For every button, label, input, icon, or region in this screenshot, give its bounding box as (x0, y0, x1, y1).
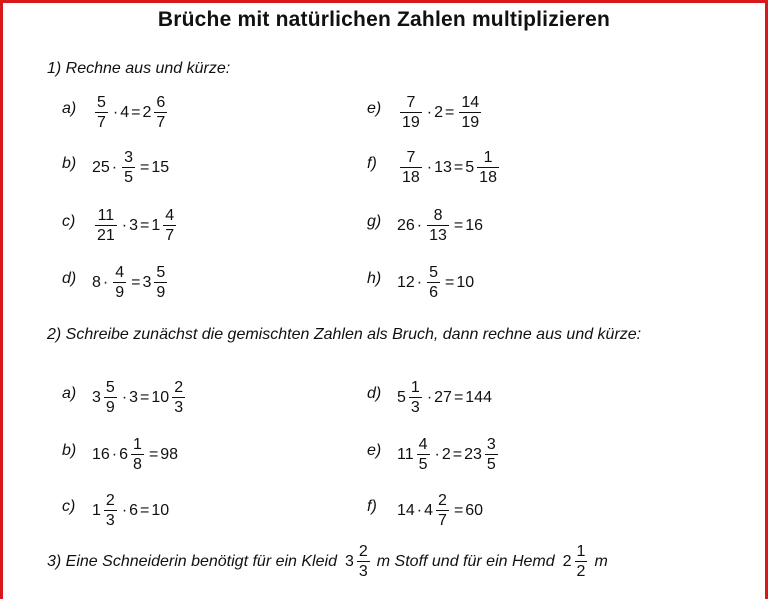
fraction (436, 491, 449, 530)
fraction (154, 263, 167, 302)
denominator: 9 (105, 399, 115, 416)
fraction (427, 206, 449, 245)
denominator: 7 (97, 114, 106, 131)
multiply-dot: · (426, 388, 433, 406)
number: 5 (397, 388, 406, 406)
numerator: 14 (461, 94, 480, 111)
task1-heading: 1) Rechne aus und kürze: (47, 60, 231, 77)
math-expression (397, 491, 483, 530)
fraction (95, 93, 108, 132)
number: 60 (465, 501, 484, 519)
fraction (459, 93, 481, 132)
equals-sign: = (453, 501, 464, 519)
equals-sign: = (140, 158, 150, 176)
task3-mixed-number-1 (345, 542, 373, 581)
number: 3 (344, 552, 354, 570)
multiply-dot: · (121, 216, 128, 234)
fraction (172, 378, 185, 417)
multiply-dot: · (416, 216, 423, 234)
item-label: c) (62, 213, 76, 230)
numerator: 1 (576, 543, 586, 560)
task3-text-end: m (594, 552, 608, 570)
numerator: 2 (438, 492, 447, 509)
number: 10 (456, 273, 475, 291)
number: 10 (151, 388, 170, 406)
number: 2 (441, 445, 451, 463)
denominator: 8 (133, 456, 142, 473)
equals-sign: = (140, 216, 150, 234)
number: 6 (129, 501, 139, 519)
numerator: 1 (483, 149, 493, 166)
number: 3 (142, 273, 152, 291)
number: 16 (92, 445, 110, 463)
denominator: 5 (486, 456, 496, 473)
math-expression (92, 263, 170, 302)
item-label: b) (62, 442, 77, 459)
number: 98 (160, 445, 179, 463)
item-label: h) (367, 270, 382, 287)
fraction (400, 148, 422, 187)
fraction (163, 206, 176, 245)
numerator: 4 (165, 207, 175, 224)
number: 2 (562, 552, 572, 570)
equals-sign: = (131, 273, 141, 291)
fraction (113, 263, 126, 302)
fraction (400, 93, 422, 132)
equals-sign: = (140, 388, 150, 406)
multiply-dot: · (111, 158, 118, 176)
numerator: 7 (406, 149, 416, 166)
number: 25 (92, 158, 110, 176)
math-expression (397, 378, 492, 417)
equals-sign: = (453, 216, 464, 234)
denominator: 7 (156, 114, 166, 131)
denominator: 3 (410, 399, 420, 416)
item-label: b) (62, 155, 77, 172)
item-label: e) (367, 100, 382, 117)
denominator: 3 (174, 399, 184, 416)
denominator: 5 (124, 169, 134, 186)
number: 23 (464, 445, 482, 463)
number: 8 (92, 273, 101, 291)
item-label: d) (367, 385, 382, 402)
equals-sign: = (445, 273, 455, 291)
item-label: e) (367, 442, 382, 459)
denominator: 5 (418, 456, 428, 473)
multiply-dot: · (111, 445, 118, 463)
number: 1 (92, 501, 101, 519)
fraction (427, 263, 440, 302)
number: 13 (434, 158, 452, 176)
numerator: 2 (105, 492, 115, 509)
number: 3 (129, 388, 139, 406)
denominator: 18 (402, 169, 420, 186)
numerator: 5 (156, 264, 166, 281)
numerator: 1 (410, 379, 420, 396)
math-expression (92, 435, 178, 474)
multiply-dot: · (121, 501, 128, 519)
task3-text-before: 3) Eine Schneiderin benötigt für ein Kleid (47, 552, 337, 570)
equals-sign: = (148, 445, 159, 463)
numerator: 2 (358, 543, 368, 560)
number: 3 (129, 216, 139, 234)
denominator: 3 (105, 512, 115, 529)
denominator: 21 (97, 227, 115, 244)
math-expression (92, 378, 188, 417)
denominator: 9 (115, 284, 125, 301)
denominator: 19 (402, 114, 420, 131)
denominator: 3 (358, 563, 368, 580)
multiply-dot: · (416, 501, 423, 519)
denominator: 19 (461, 114, 480, 131)
denominator: 2 (576, 563, 586, 580)
fraction (417, 435, 430, 474)
fraction (95, 206, 117, 245)
math-expression (397, 263, 474, 302)
equals-sign: = (445, 103, 455, 121)
multiply-dot: · (426, 158, 433, 176)
fraction (122, 148, 135, 187)
equals-sign: = (452, 445, 463, 463)
item-label: d) (62, 270, 77, 287)
equals-sign: = (131, 103, 141, 121)
item-label: f) (367, 155, 377, 172)
numerator: 3 (124, 149, 134, 166)
numerator: 4 (418, 436, 428, 453)
multiply-dot: · (102, 273, 109, 291)
task3-line (47, 542, 608, 581)
number: 3 (92, 388, 101, 406)
number: 2 (142, 103, 152, 121)
number: 4 (424, 501, 434, 519)
fraction (357, 542, 370, 581)
number: 11 (397, 445, 414, 463)
math-expression (397, 148, 502, 187)
fraction (575, 542, 588, 581)
item-label: a) (62, 100, 77, 117)
fraction (104, 491, 117, 530)
denominator: 7 (438, 512, 447, 529)
item-label: g) (367, 213, 382, 230)
multiply-dot: · (112, 103, 119, 121)
number: 6 (119, 445, 129, 463)
fraction (485, 435, 498, 474)
numerator: 6 (156, 94, 166, 111)
fraction (477, 148, 499, 187)
number: 4 (120, 103, 130, 121)
numerator: 5 (105, 379, 115, 396)
fraction (131, 435, 144, 474)
math-expression (92, 93, 170, 132)
number: 2 (434, 103, 444, 121)
math-expression (397, 435, 501, 474)
number: 26 (397, 216, 415, 234)
task3-text-mid: m Stoff und für ein Hemd (376, 552, 555, 570)
item-label: c) (62, 498, 76, 515)
multiply-dot: · (434, 445, 440, 463)
item-label: a) (62, 385, 77, 402)
numerator: 7 (406, 94, 416, 111)
numerator: 5 (97, 94, 106, 111)
task3-mixed-number-2 (563, 542, 591, 581)
number: 10 (151, 501, 170, 519)
equals-sign: = (140, 501, 150, 519)
numerator: 5 (429, 264, 439, 281)
denominator: 7 (165, 227, 175, 244)
number: 14 (397, 501, 415, 519)
multiply-dot: · (121, 388, 128, 406)
math-expression (397, 206, 483, 245)
equals-sign: = (453, 388, 464, 406)
page-title: Brüche mit natürlichen Zahlen multiplizieren (157, 8, 611, 31)
math-expression (92, 148, 169, 187)
multiply-dot: · (416, 273, 423, 291)
numerator: 4 (115, 264, 125, 281)
number: 144 (465, 388, 492, 406)
denominator: 13 (429, 227, 447, 244)
numerator: 2 (174, 379, 184, 396)
math-expression (92, 491, 169, 530)
fraction (154, 93, 167, 132)
item-label: f) (367, 498, 377, 515)
number: 1 (151, 216, 161, 234)
number: 15 (151, 158, 170, 176)
denominator: 9 (156, 284, 166, 301)
numerator: 1 (133, 436, 142, 453)
number: 27 (434, 388, 452, 406)
number: 5 (465, 158, 475, 176)
fraction (104, 378, 117, 417)
task2-heading: 2) Schreibe zunächst die gemischten Zahlen als Bruch, dann rechne aus und kürze: (47, 326, 642, 343)
number: 12 (397, 273, 415, 291)
math-expression (92, 206, 179, 245)
fraction (409, 378, 422, 417)
denominator: 6 (429, 284, 439, 301)
numerator: 11 (97, 207, 115, 224)
number: 16 (465, 216, 484, 234)
numerator: 8 (433, 207, 443, 224)
denominator: 18 (479, 169, 497, 186)
equals-sign: = (453, 158, 464, 176)
numerator: 3 (486, 436, 496, 453)
math-expression (397, 93, 484, 132)
multiply-dot: · (426, 103, 433, 121)
